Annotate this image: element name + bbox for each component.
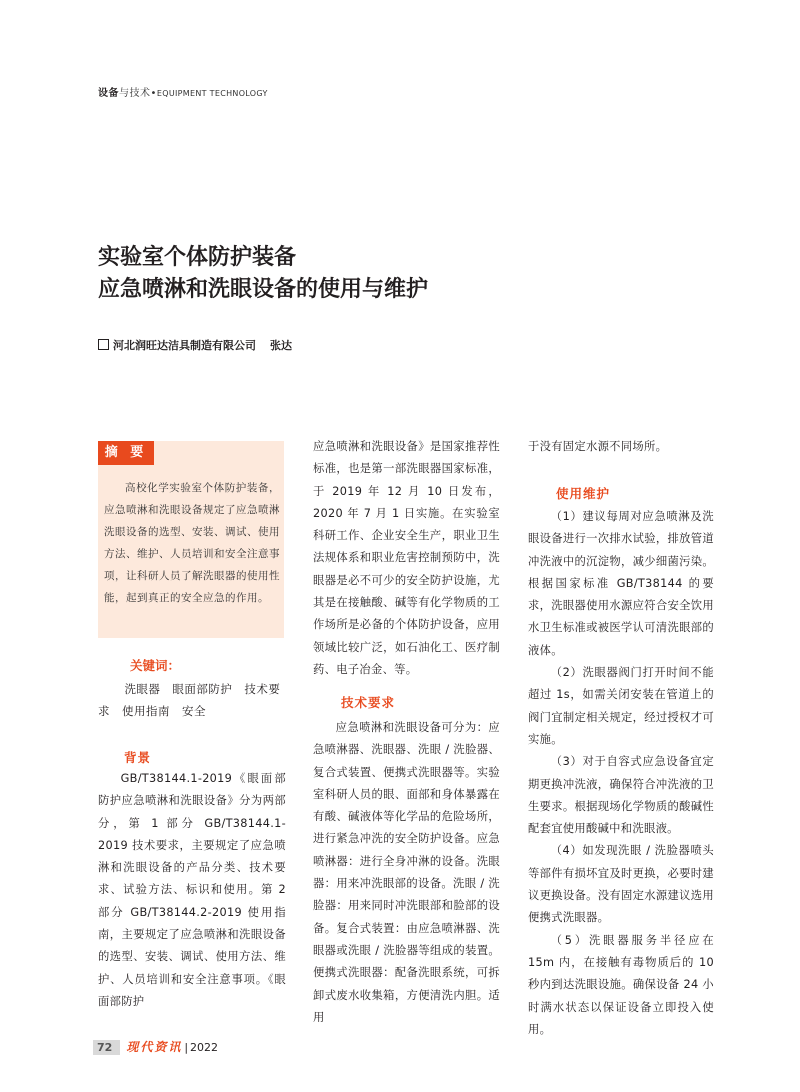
tech-text: 应急喷淋和洗眼设备可分为：应急喷淋器、洗眼器、洗眼 / 洗脸器、复合式装置、便携式洗眼器等。实验室科研人员的眼、面部和身体暴露在有酸、碱液体等化学品的危险场所，进行紧急冲洗的安全防护设备。应急喷淋器：进行全身冲淋的设备。洗眼器：用来冲洗眼部的设备。洗眼 / 洗脸器：用来同时冲洗眼部和脸部的设备。复合式装置：由应急喷淋器、洗眼器或洗眼 / 洗脸器等组成的装置。便携式洗眼器：配备洗眼系统，可拆卸式废水收集箱，方便清洗内胆。适用 — [313, 721, 500, 1024]
footer-separator: | — [184, 1041, 189, 1054]
section-heading-background: 背景 — [124, 750, 152, 765]
header-section-bold: 设备 — [98, 88, 119, 99]
section-heading-maintenance: 使用维护 — [556, 486, 611, 501]
keywords-text: 洗眼器 眼面部防护 技术要求 使用指南 安全 — [98, 682, 281, 718]
abstract-text: 高校化学实验室个体防护装备，应急喷淋和洗眼设备规定了应急喷淋洗眼设备的选型、安装、调试、使用方法、维护、人员培训和安全注意事项，让科研人员了解洗眼器的使用性能，起到真正的安全应急的作用。 — [104, 482, 280, 604]
col2-continued-text: 应急喷淋和洗眼设备》是国家推荐性标准，也是第一部洗眼器国家标准，于 2019 年 12 月 10 日发布，2020 年 7 月 1 日实施。在实验室科研工作、企业安全生产，职业卫生法规体系和职业危害控制预防中，洗眼器是必不可少的安全防护设施，尤其是在接触酸、碱等有化学物质的工作场所是必备的个体防护设备，应用领域比较广泛，如石油化工、医疗制药、电子冶金、等。 — [313, 440, 500, 676]
page-number: 72 — [93, 1040, 120, 1055]
background-text: GB/T38144.1-2019《眼面部防护应急喷淋和洗眼设备》分为两部分，第 1 部分 GB/T38144.1-2019 技术要求，主要规定了应急喷淋和洗眼设备的产品分类、技术要求、试验方法、标识和使用。第 2 部分 GB/T38144.2-2019 使用指南，主要规定了应急喷淋和洗眼设备的选型、安装、调试、使用方法、维护、人员培训和安全注意事项。《眼面部防护 — [98, 772, 286, 1008]
author-line — [98, 337, 292, 353]
maintenance-item: （5）洗眼器服务半径应在 15m 内，在接触有毒物质后的 10 秒内到达洗眼设施。确保设备 24 小时满水状态以保证设备立即投入使用。 — [528, 933, 714, 1036]
section-heading-tech: 技术要求 — [341, 695, 396, 710]
article-title — [98, 242, 428, 306]
page-footer — [93, 1038, 218, 1055]
header-section-en: EQUIPMENT TECHNOLOGY — [156, 89, 268, 98]
magazine-logo: 现代资讯 — [126, 1040, 183, 1054]
keywords-label: 关键词： — [130, 658, 181, 673]
running-header — [98, 84, 268, 99]
maintenance-item: （2）洗眼器阀门打开时间不能超过 1s，如需关闭安装在管道上的阀门宜制定相关规定，经过授权才可实施。 — [528, 666, 714, 746]
abstract-label: 摘 要 — [98, 441, 154, 465]
affiliation: 河北润旺达洁具制造有限公司 — [113, 339, 256, 352]
checkbox-square-icon — [98, 339, 109, 350]
maintenance-item: （1）建议每周对应急喷淋及洗眼设备进行一次排水试验，排放管道冲洗液中的沉淀物，减少细菌污染。根据国家标准 GB/T38144 的要求，洗眼器使用水源应符合安全饮用水卫生标准或被医学认可清洗眼部的液体。 — [528, 510, 714, 657]
abstract-box — [98, 441, 284, 638]
author-name: 张达 — [270, 339, 292, 352]
col3-continued-text: 于没有固定水源不同场所。 — [528, 440, 668, 453]
maintenance-item: （3）对于自容式应急设备宜定期更换冲洗液，确保符合冲洗液的卫生要求。根据现场化学物质的酸碱性配套宜使用酸碱中和洗眼液。 — [528, 755, 714, 836]
title-line-1: 实验室个体防护装备 — [98, 245, 297, 270]
header-section-mid: 与技术• — [119, 88, 157, 99]
title-line-2: 应急喷淋和洗眼设备的使用与维护 — [98, 277, 429, 302]
footer-year: 2022 — [190, 1041, 219, 1054]
maintenance-list — [528, 506, 714, 1041]
maintenance-item: （4）如发现洗眼 / 洗脸器喷头等部件有损坏宜及时更换，必要时建议更换设备。没有固定水源建议选用便携式洗眼器。 — [528, 844, 714, 925]
